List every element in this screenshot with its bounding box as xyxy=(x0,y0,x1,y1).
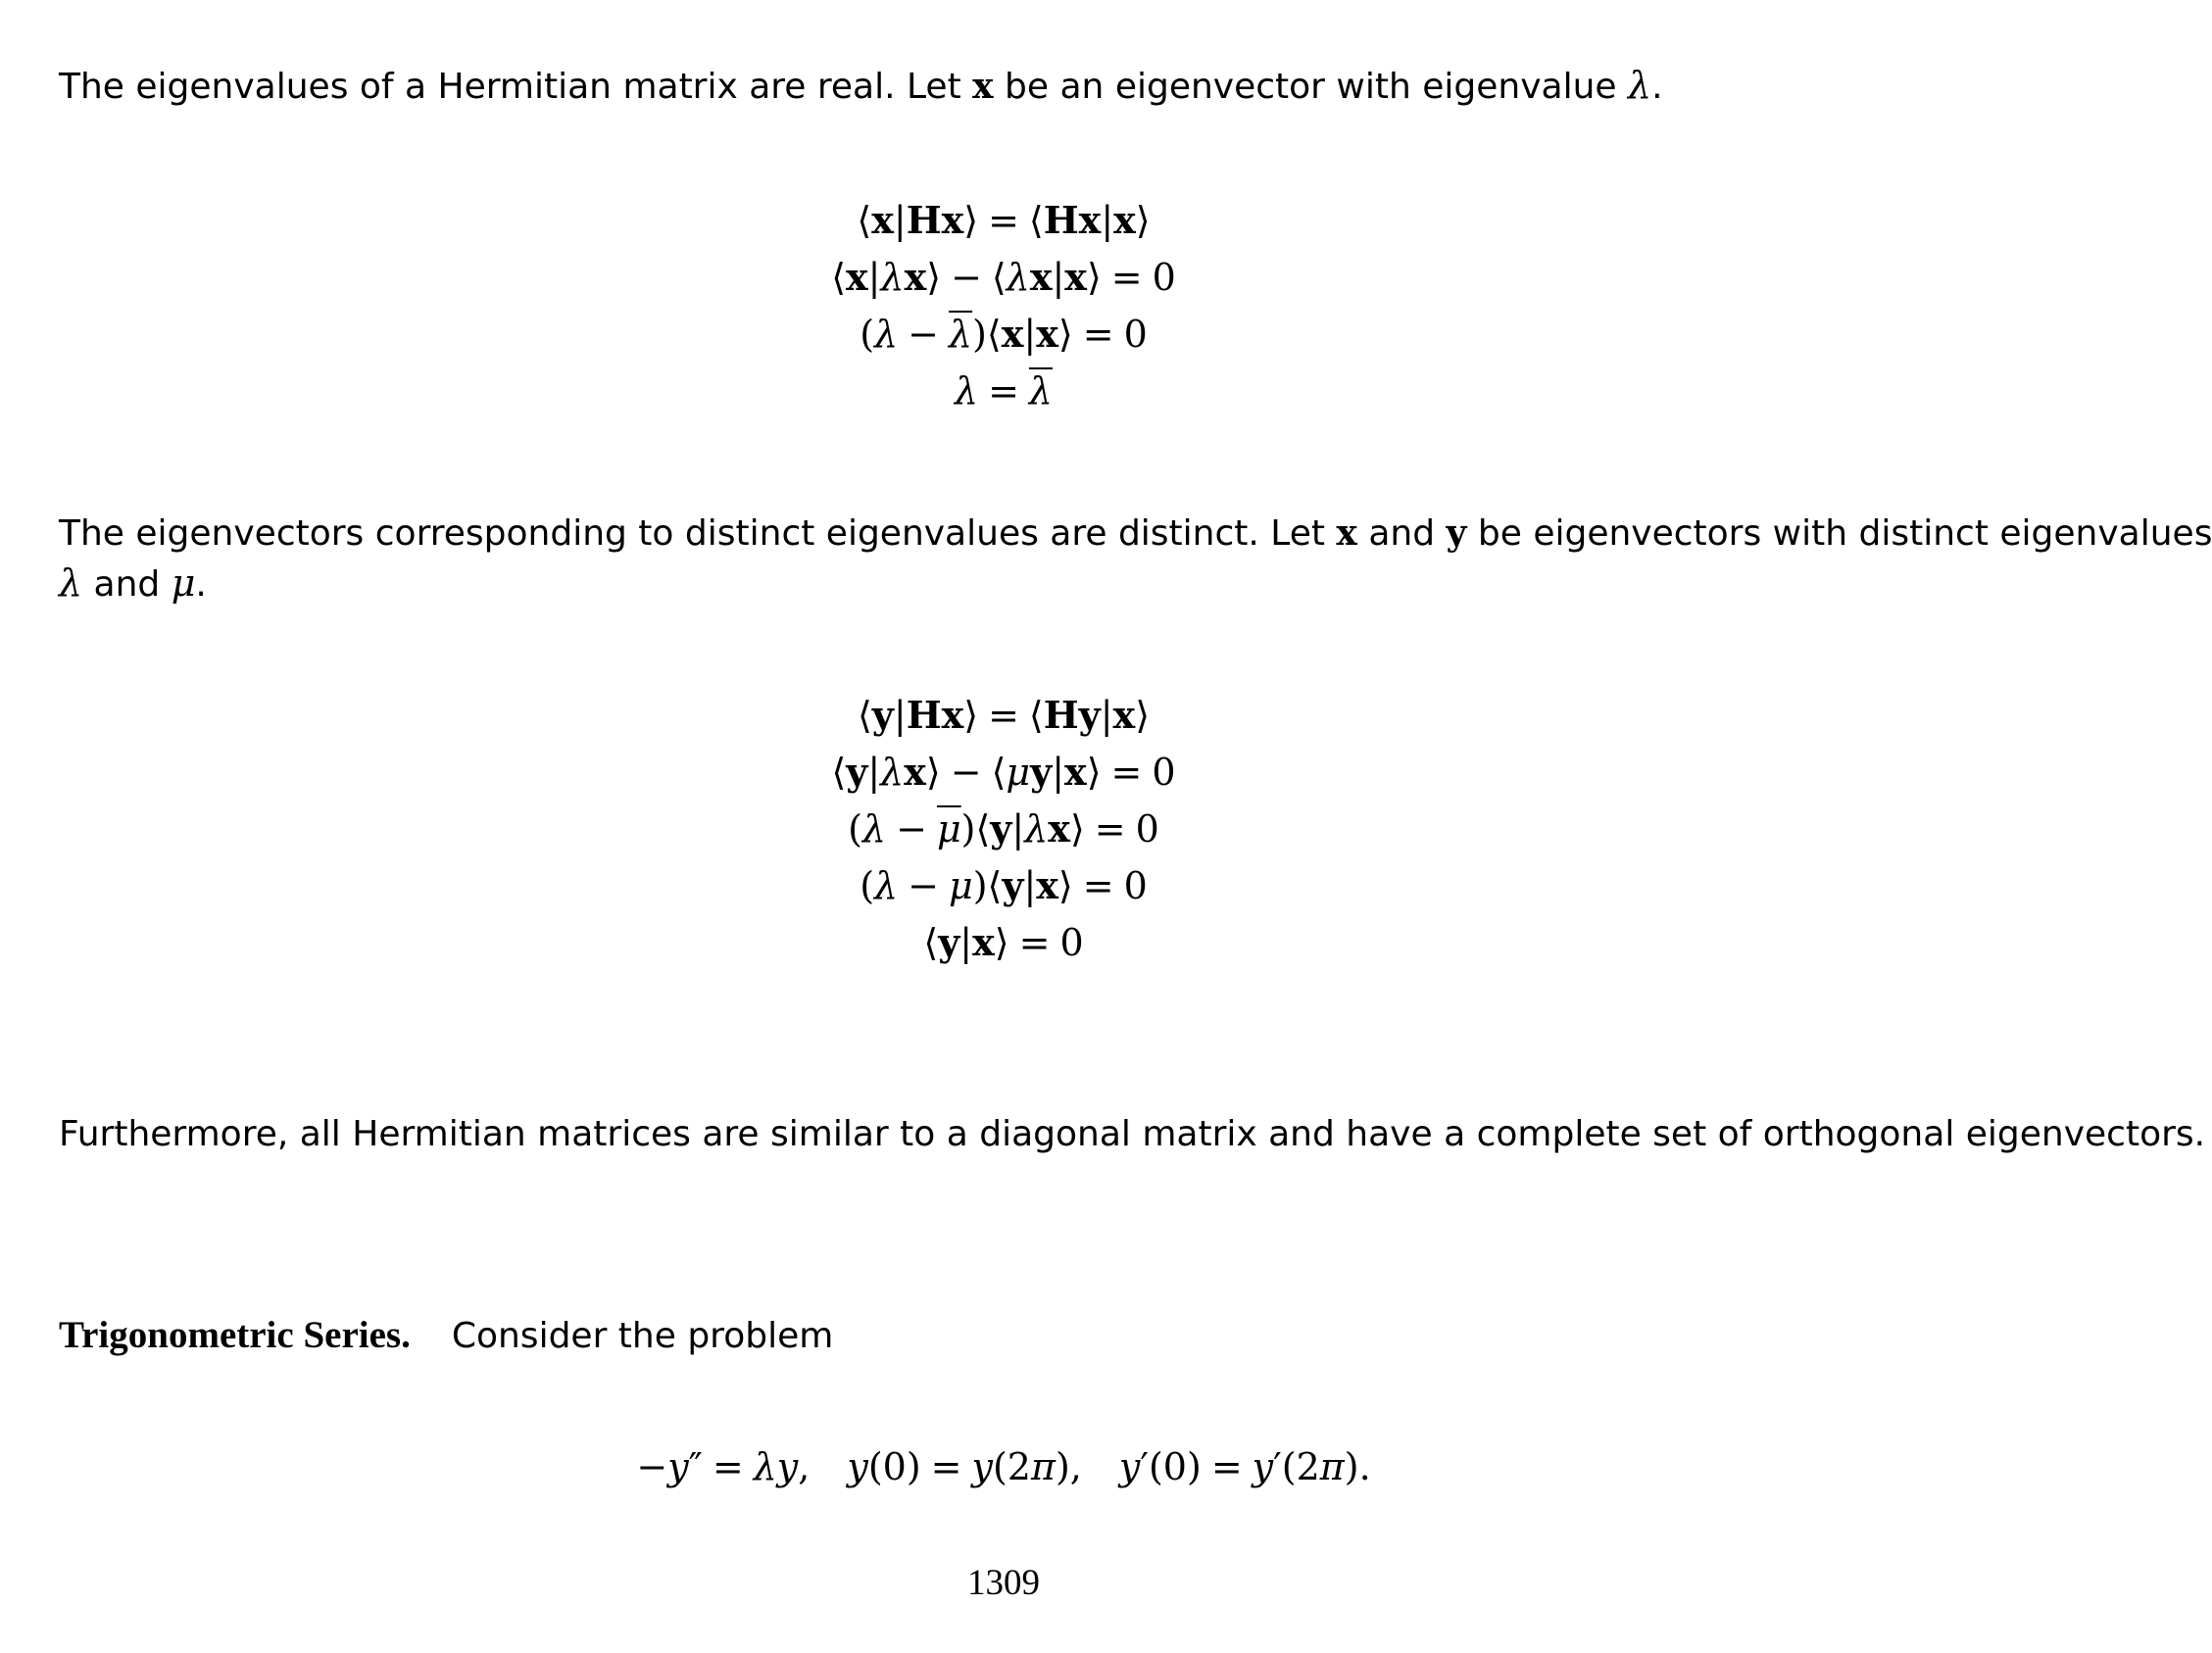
equation-line: ⟨x|Hx⟩ = ⟨Hx|x⟩ xyxy=(857,198,1151,242)
symbol-lambda: λ xyxy=(59,561,83,605)
paragraph-hermitian-eigenvalues: The eigenvalues of a Hermitian matrix are real. Let x be an eigenvector with eigenvalue λ. xyxy=(59,64,1663,107)
equation-line: $(\lambda - \overline{\lambda})⟨x|x⟩ = 0$ xyxy=(860,312,1148,356)
page-number: 1309 xyxy=(967,1563,1040,1603)
equation-block-boundary-problem xyxy=(0,1438,2007,1495)
vector-y: y xyxy=(1446,512,1467,554)
equation-line: ⟨y|Hx⟩ = ⟨Hy|x⟩ xyxy=(857,693,1151,737)
equation-line: ⟨x|λx⟩ − ⟨λx|x⟩ = 0 xyxy=(831,255,1176,299)
section-text: Consider the problem xyxy=(451,1316,834,1356)
equation-block-orthogonality xyxy=(0,687,2007,971)
equation-line: (λ − μ)⟨y|x⟩ = 0 xyxy=(860,863,1148,907)
equation-line: ⟨y|x⟩ = 0 xyxy=(923,920,1084,964)
symbol-lambda: λ xyxy=(1627,64,1652,107)
vector-x: x xyxy=(1336,512,1357,554)
section-heading: Trigonometric Series. xyxy=(59,1314,411,1356)
equation-line: ⟨y|λx⟩ − ⟨μy|x⟩ = 0 xyxy=(831,750,1176,794)
equation-block-real-eigenvalues xyxy=(0,192,2007,419)
section-trigonometric-series xyxy=(59,1310,1970,1361)
paragraph-distinct-eigenvectors: The eigenvectors corresponding to distinct eigenvalues are distinct. Let x and y be eigenvectors with distinct eigenvalues λ and μ. xyxy=(59,512,2212,605)
equation-line: −y″ = λy, y(0) = y(2π), y′(0) = y′(2π). xyxy=(636,1445,1371,1488)
vector-x: x xyxy=(972,66,994,107)
paragraph-diagonalization: Furthermore, all Hermitian matrices are similar to a diagonal matrix and have a complete set of orthogonal eigenvectors. xyxy=(59,1114,2206,1154)
equation-line: $\lambda = \overline{\lambda}$ xyxy=(954,369,1054,413)
equation-line: $(\lambda - \overline{\mu})⟨y|\lambda x⟩ = 0$ xyxy=(848,806,1159,851)
symbol-mu: μ xyxy=(171,561,196,605)
